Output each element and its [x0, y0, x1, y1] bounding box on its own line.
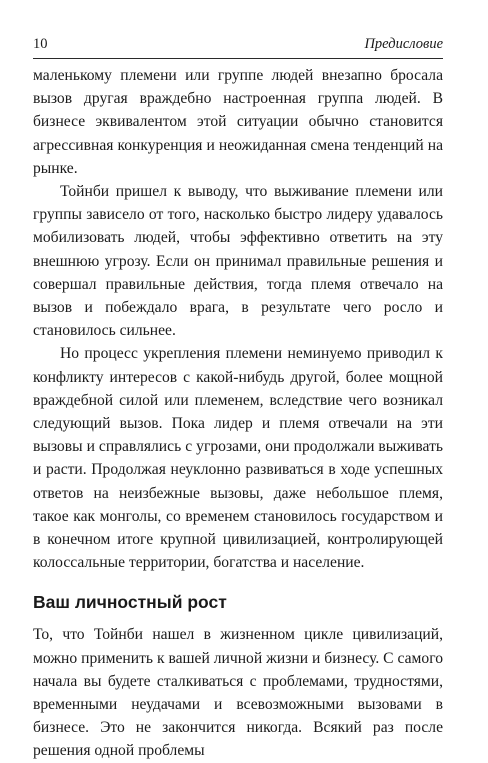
paragraph-2: Тойнби пришел к выводу, что выживание племени или группы зависело от того, насколько быстро лидеру удавалось мобилизовать людей, чтобы эффективно ответить на эту внешнюю угрозу. Если он принимал правильные решения и совершал правильные действия, тогда племя отвечало на вызов и побеждало врага, в результате чего росло и становилось сильнее. [33, 183, 443, 340]
section-heading: Ваш личностный рост [33, 592, 227, 613]
paragraph-1: маленькому племени или группе людей внезапно бросала вызов другая враждебно настроенная группа людей. В бизнесе эквивалентом этой ситуации обычно становится агрессивная конкуренция и неожиданная смена тенденций на рынке. [33, 67, 443, 177]
page-number: 10 [33, 36, 48, 52]
paragraph-3: Но процесс укрепления племени неминуемо приводил к конфликту интересов с какой-нибудь другой, более мощной враждебной силой или племенем, вследствие чего возникал следующий вызов. Пока лидер и племя отвечали на эти вызовы и справлялись с угрозами, они продолжали выживать и расти. Продолжая неуклонно развиваться в ходе успешных ответов на неизбежные вызовы, даже небольшое племя, такое как монголы, со временем становилось государством и в конечном итоге крупной цивилизацией, контролирующей колоссальные территории, богатства и население. [33, 345, 443, 572]
header-rule [33, 58, 443, 59]
running-title: Предисловие [364, 36, 443, 52]
page-header [33, 36, 443, 58]
body-text [33, 64, 443, 763]
section-paragraph: То, что Тойнби нашел в жизненном цикле цивилизаций, можно применить к вашей личной жизни и бизнесу. С самого начала вы будете сталкиваться с проблемами, трудностями, временными неудачами и всевозможными вызовами в бизнесе. Это не закончится никогда. Всякий раз после решения одной проблемы [33, 626, 443, 760]
